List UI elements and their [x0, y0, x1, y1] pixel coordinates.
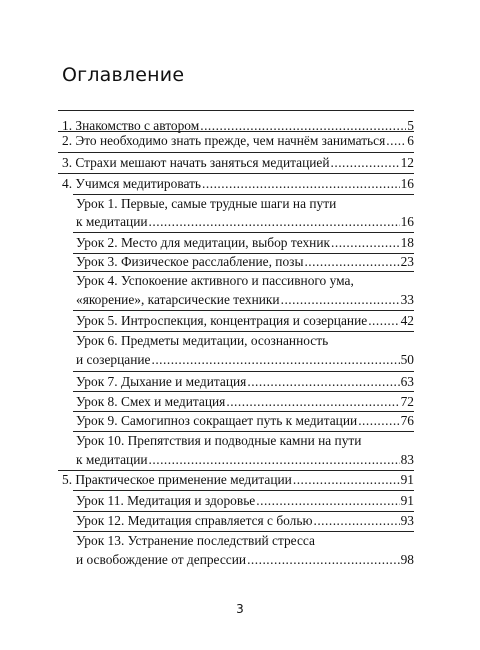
toc-entry-line1: Урок 1. Первые, самые трудные шаги на пути	[76, 196, 337, 211]
toc-entry-lesson-12[interactable]	[76, 513, 414, 529]
toc-entry-chapter-3[interactable]	[62, 155, 414, 171]
toc-entry-title: «якорение», катарсические техники	[76, 292, 280, 307]
leader-dots	[256, 493, 399, 509]
toc-entry-lesson-2[interactable]	[76, 235, 414, 251]
toc-entry-page: 91	[400, 472, 414, 487]
toc-entry-page: 50	[400, 352, 414, 367]
toc-entry-title: Урок 11. Медитация и здоровье	[76, 493, 256, 508]
toc-entry-title: Урок 5. Интроспекция, концентрация и созерцание	[76, 313, 368, 328]
toc-entry-page: 16	[400, 176, 414, 191]
toc-entry-page: 42	[400, 313, 414, 328]
toc-entry-lesson-6[interactable]	[76, 352, 414, 368]
toc-entry-page: 83	[400, 452, 414, 467]
separator-line	[73, 271, 414, 272]
leader-dots	[281, 292, 400, 308]
toc-entry-page: 76	[400, 413, 414, 428]
toc-entry-lesson-10[interactable]	[76, 452, 414, 468]
separator-line	[73, 194, 414, 195]
toc-entry-page: 18	[400, 235, 414, 250]
toc-entry-lesson-5[interactable]	[76, 313, 414, 329]
toc-entry-lesson-4[interactable]	[76, 292, 414, 308]
toc-entry-title: и освобождение от депрессии	[76, 552, 247, 567]
toc-entry-title: к медитации	[76, 214, 148, 229]
leader-dots	[151, 352, 399, 368]
separator-line	[73, 391, 414, 392]
separator-line	[58, 131, 414, 132]
toc-entry-page: 16	[400, 214, 414, 229]
page-number: 3	[236, 602, 244, 616]
leader-dots	[331, 155, 400, 171]
leader-dots	[358, 413, 399, 429]
toc-entry-title: Урок 12. Медитация справляется с болью	[76, 513, 313, 528]
toc-entry-chapter-5[interactable]	[62, 472, 414, 488]
separator-line	[73, 411, 414, 412]
toc-entry-line1: Урок 13. Устранение последствий стресса	[76, 533, 315, 548]
toc-entry-page: 12	[400, 155, 414, 170]
toc-entry-title: 5. Практическое применение медитации	[62, 472, 292, 487]
toc-entry-page: 98	[400, 552, 414, 567]
toc-entry-page: 33	[400, 292, 414, 307]
page-title: Оглавление	[62, 64, 185, 86]
toc-entry-lesson-9[interactable]	[76, 413, 414, 429]
leader-dots	[313, 513, 399, 529]
toc-entry-title: 1. Знакомство с автором	[62, 118, 200, 133]
separator-line	[73, 511, 414, 512]
toc-entry-title: Урок 8. Смех и медитация	[76, 394, 226, 409]
leader-dots	[304, 254, 399, 270]
separator-line	[73, 310, 414, 311]
leader-dots	[202, 176, 400, 192]
leader-dots	[149, 214, 400, 230]
toc-entry-page: 6	[407, 133, 414, 148]
toc-entry-line1: Урок 6. Предметы медитации, осознанность	[76, 333, 329, 348]
leader-dots	[247, 374, 399, 390]
toc-entry-page: 72	[400, 394, 414, 409]
leader-dots	[149, 452, 400, 468]
toc-entry-title: Урок 9. Самогипноз сокращает путь к медитации	[76, 413, 358, 428]
separator-line	[73, 490, 414, 491]
toc-entry-title: Урок 3. Физическое расслабление, позы	[76, 254, 304, 269]
leader-dots	[386, 133, 406, 149]
toc-entry-title: к медитации	[76, 452, 148, 467]
separator-line	[73, 431, 414, 432]
toc-entry-title: Урок 7. Дыхание и медитация	[76, 374, 247, 389]
toc-entry-page: 5	[407, 118, 414, 133]
toc-entry-lesson-3[interactable]	[76, 254, 414, 270]
toc-entry-lesson-13[interactable]	[76, 552, 414, 568]
leader-dots	[247, 552, 400, 568]
toc-entry-title: 2. Это необходимо знать прежде, чем начнём заниматься	[62, 133, 386, 148]
leader-dots	[226, 394, 399, 410]
toc-entry-page: 91	[400, 493, 414, 508]
leader-dots	[331, 235, 400, 251]
toc-entry-lesson-1[interactable]	[76, 214, 414, 230]
toc-entry-lesson-11[interactable]	[76, 493, 414, 509]
separator-line	[58, 152, 414, 153]
toc-entry-page: 63	[400, 374, 414, 389]
toc-entry-line1: Урок 10. Препятствия и подводные камни на пути	[76, 433, 362, 448]
toc-entry-page: 93	[400, 513, 414, 528]
toc-entry-title: Урок 2. Место для медитации, выбор техник	[76, 235, 331, 250]
separator-line	[73, 331, 414, 332]
leader-dots	[368, 313, 399, 329]
separator-line	[58, 470, 414, 471]
toc-entry-chapter-4[interactable]	[62, 176, 414, 192]
separator-line	[58, 110, 414, 111]
separator-line	[58, 173, 414, 174]
toc-entry-title: 3. Страхи мешают начать заняться медитацией	[62, 155, 330, 170]
toc-entry-lesson-8[interactable]	[76, 394, 414, 410]
toc-entry-title: 4. Учимся медитировать	[62, 176, 202, 191]
toc-entry-title: и созерцание	[76, 352, 151, 367]
separator-line	[73, 531, 414, 532]
toc-entry-line1: Урок 4. Успокоение активного и пассивного ума,	[76, 273, 354, 288]
separator-line	[73, 371, 414, 372]
leader-dots	[293, 472, 400, 488]
toc-entry-chapter-2[interactable]	[62, 133, 414, 149]
separator-line	[73, 232, 414, 233]
toc-entry-lesson-7[interactable]	[76, 374, 414, 390]
toc-entry-page: 23	[400, 254, 414, 269]
